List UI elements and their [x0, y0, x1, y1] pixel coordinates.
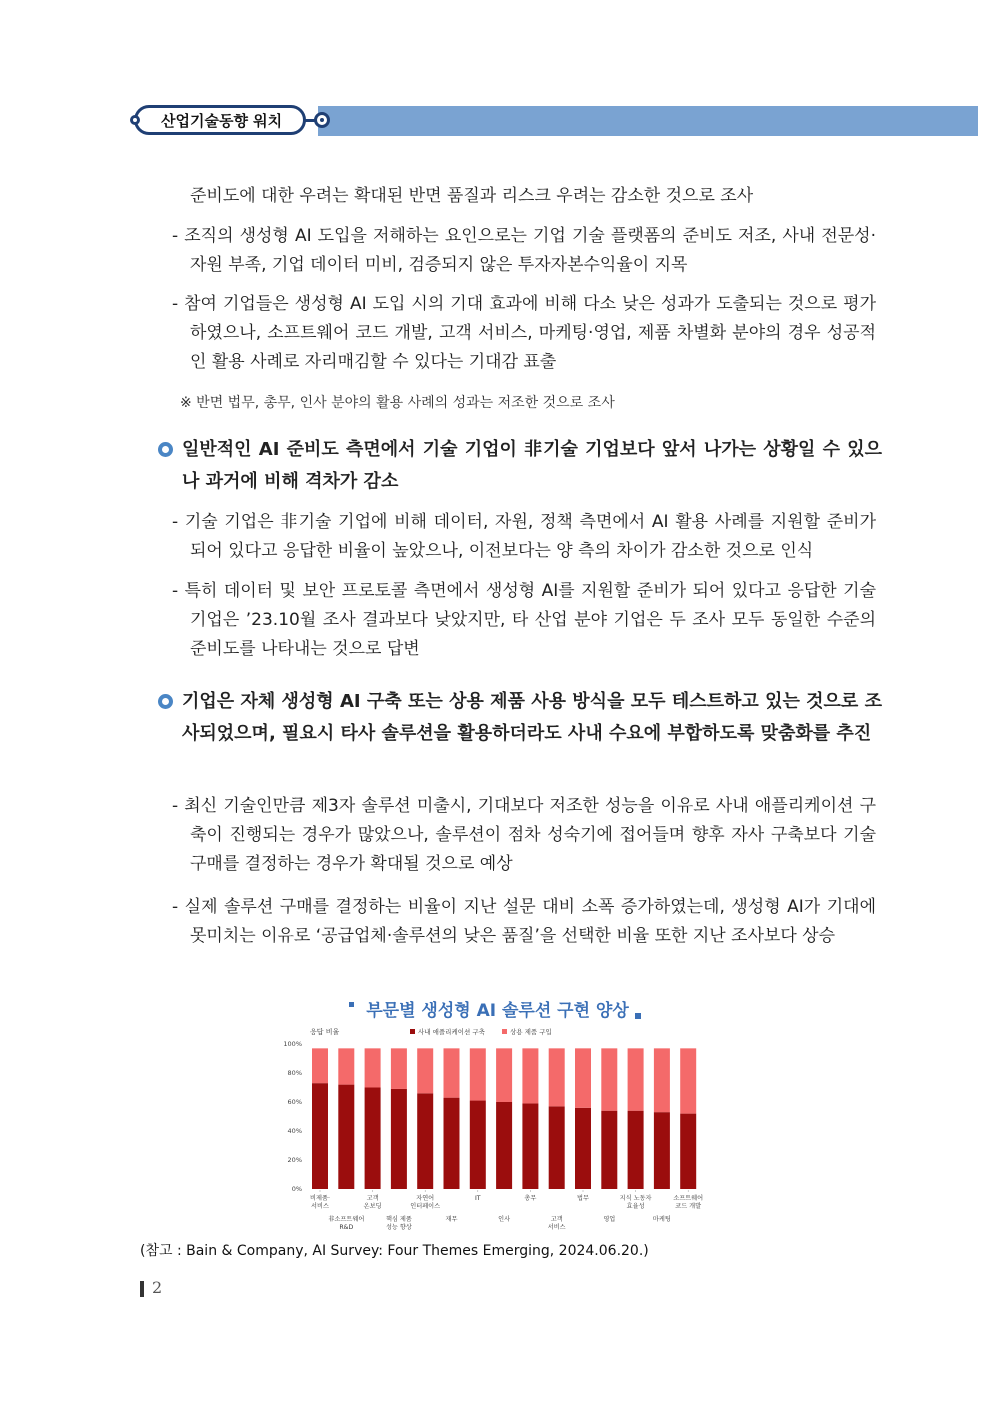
bar-segment	[312, 1083, 328, 1189]
bullet-text-2: 기업은 자체 생성형 AI 구축 또는 상용 제품 사용 방식을 모두 테스트하고 있는 것으로 조사되었으며, 필요시 타사 솔루션을 활용하더라도 사내 수요에 부합하도록 맞춤화를 추진	[182, 691, 882, 744]
bar-segment	[522, 1048, 538, 1103]
bar-segment	[444, 1048, 460, 1097]
x-tick-label: 자연어	[416, 1195, 435, 1202]
bar-segment	[654, 1112, 670, 1189]
dash-item-2: - 참여 기업들은 생성형 AI 도입 시의 기대 효과에 비해 다소 낮은 성과가 도출되는 것으로 평가하였으나, 소프트웨어 코드 개발, 고객 서비스, 마케팅·영업, 제품 차별화 분야의 경우 성공적인 활용 사례로 자리매김할 수 있다는 기대감 표출	[172, 294, 876, 372]
header-left-dot	[130, 115, 140, 125]
page-marker-bar	[140, 1281, 144, 1297]
bar-segment	[522, 1103, 538, 1189]
y-tick-label: 100%	[283, 1040, 302, 1048]
x-tick-label: 서비스	[311, 1203, 329, 1210]
stacked-bar-chart	[280, 1024, 720, 1236]
bar-segment	[628, 1111, 644, 1189]
bar-segment	[601, 1048, 617, 1110]
header-bar	[318, 106, 978, 136]
title-square-icon	[635, 1013, 641, 1019]
x-tick-label: 법무	[577, 1195, 589, 1202]
bar-segment	[338, 1085, 354, 1189]
bar-segment	[680, 1048, 696, 1113]
y-axis-label: 응답 비율	[310, 1028, 340, 1036]
footnote: ※ 반면 법무, 총무, 인사 분야의 활용 사례의 성과는 저조한 것으로 조사	[180, 395, 615, 411]
x-tick-label: 고객	[550, 1216, 563, 1223]
x-tick-label: 서비스	[547, 1224, 566, 1231]
x-tick-label: 소프트웨어	[673, 1195, 704, 1202]
dash-item-4: - 특히 데이터 및 보안 프로토콜 측면에서 생성형 AI를 지원할 준비가 되어 있다고 응답한 기술 기업은 ’23.10월 조사 결과보다 낮았지만, 타 산업 분야 기업은 두 조사 모두 동일한 수준의 준비도를 나타내는 것으로 답변	[172, 581, 876, 659]
bar-segment	[417, 1048, 433, 1093]
bar-segment	[312, 1048, 328, 1083]
circle-bullet-icon	[158, 694, 173, 709]
bullet-text-1: 일반적인 AI 준비도 측면에서 기술 기업이 非기술 기업보다 앞서 나가는 상황일 수 있으나 과거에 비해 격차가 감소	[182, 439, 882, 492]
bar-segment	[680, 1114, 696, 1189]
y-tick-label: 0%	[291, 1185, 302, 1193]
x-tick-label: 非소프트웨어	[328, 1216, 365, 1223]
x-tick-label: 온보딩	[363, 1203, 382, 1210]
bar-segment	[391, 1089, 407, 1189]
bar-segment	[417, 1093, 433, 1189]
legend-swatch	[502, 1029, 507, 1034]
bar-segment	[549, 1106, 565, 1189]
x-tick-label: IT	[474, 1195, 481, 1202]
dash-item-5: - 최신 기술인만큼 제3자 솔루션 미출시, 기대보다 저조한 성능을 이유로 사내 애플리케이션 구축이 진행되는 경우가 많았으나, 솔루션이 점차 성숙기에 접어들며 향후 자사 구축보다 기술 구매를 결정하는 경우가 확대될 것으로 예상	[172, 796, 876, 874]
bar-segment	[549, 1048, 565, 1106]
bar-segment	[654, 1048, 670, 1112]
bar-segment	[365, 1088, 381, 1190]
bar-segment	[470, 1101, 486, 1189]
chart-title	[330, 996, 660, 1021]
bar-segment	[575, 1108, 591, 1189]
legend-swatch	[410, 1029, 415, 1034]
bar-segment	[601, 1111, 617, 1189]
bar-segment	[338, 1048, 354, 1084]
dash-item-6: - 실제 솔루션 구매를 결정하는 비율이 지난 설문 대비 소폭 증가하였는데, 생성형 AI가 기대에 못미치는 이유로 ‘공급업체·솔루션의 낮은 품질’을 선택한 비율 또한 지난 조사보다 상승	[172, 897, 876, 946]
x-tick-label: 재무	[445, 1216, 458, 1223]
bar-segment	[496, 1102, 512, 1189]
dash-item-1: - 조직의 생성형 AI 도입을 저해하는 요인으로는 기업 기술 플랫폼의 준비도 저조, 사내 전문성·자원 부족, 기업 데이터 미비, 검증되지 않은 투자자본수익율이 지목	[172, 226, 876, 275]
source-citation: (참고 : Bain & Company, AI Survey: Four Themes Emerging, 2024.06.20.)	[140, 1243, 649, 1259]
legend-label: 상용 제품 구입	[510, 1028, 552, 1036]
x-tick-label: 영업	[603, 1216, 616, 1223]
x-tick-label: 효율성	[626, 1203, 645, 1210]
bar-segment	[365, 1048, 381, 1087]
x-tick-label: 핵심 제품	[385, 1216, 412, 1223]
x-tick-label: 고객	[366, 1195, 379, 1202]
y-tick-label: 80%	[287, 1069, 302, 1077]
page-number	[140, 1278, 162, 1297]
header-title: 산업기술동향 워치	[161, 111, 283, 130]
x-tick-label: 코드 개발	[675, 1203, 702, 1210]
chart-title-text: 부문별 생성형 AI 솔루션 구현 양상	[366, 1001, 629, 1021]
bullet-item-1	[158, 434, 882, 498]
circle-bullet-icon	[158, 442, 173, 457]
x-tick-label: 마케팅	[652, 1216, 671, 1223]
x-tick-label: 성능 향상	[385, 1224, 412, 1231]
page-number-text: 2	[152, 1278, 163, 1297]
bar-segment	[391, 1048, 407, 1089]
bar-segment	[444, 1098, 460, 1189]
x-tick-label: 인사	[498, 1216, 511, 1223]
x-tick-label: 지식 노동자	[619, 1195, 652, 1202]
x-tick-label: 비제품·	[310, 1195, 330, 1202]
y-tick-label: 60%	[287, 1098, 302, 1106]
x-tick-label: 인터페이스	[410, 1203, 441, 1210]
header-title-pill	[134, 105, 306, 135]
continued-paragraph: 준비도에 대한 우려는 확대된 반면 품질과 리스크 우려는 감소한 것으로 조사	[190, 186, 754, 206]
bar-segment	[470, 1048, 486, 1100]
bar-segment	[496, 1048, 512, 1102]
legend-label: 사내 애플리케이션 구축	[418, 1028, 485, 1036]
title-square-icon	[349, 1002, 354, 1007]
x-tick-label: R&D	[339, 1224, 354, 1231]
header-right-dot	[314, 112, 330, 128]
bullet-item-2	[158, 686, 882, 750]
x-tick-label: 총무	[524, 1195, 537, 1202]
bar-segment	[628, 1048, 644, 1110]
dash-item-3: - 기술 기업은 非기술 기업에 비해 데이터, 자원, 정책 측면에서 AI 활용 사례를 지원할 준비가 되어 있다고 응답한 비율이 높았으나, 이전보다는 양 측의 차이가 감소한 것으로 인식	[172, 512, 876, 561]
bar-segment	[575, 1048, 591, 1107]
y-tick-label: 40%	[287, 1127, 302, 1135]
y-tick-label: 20%	[287, 1156, 302, 1164]
